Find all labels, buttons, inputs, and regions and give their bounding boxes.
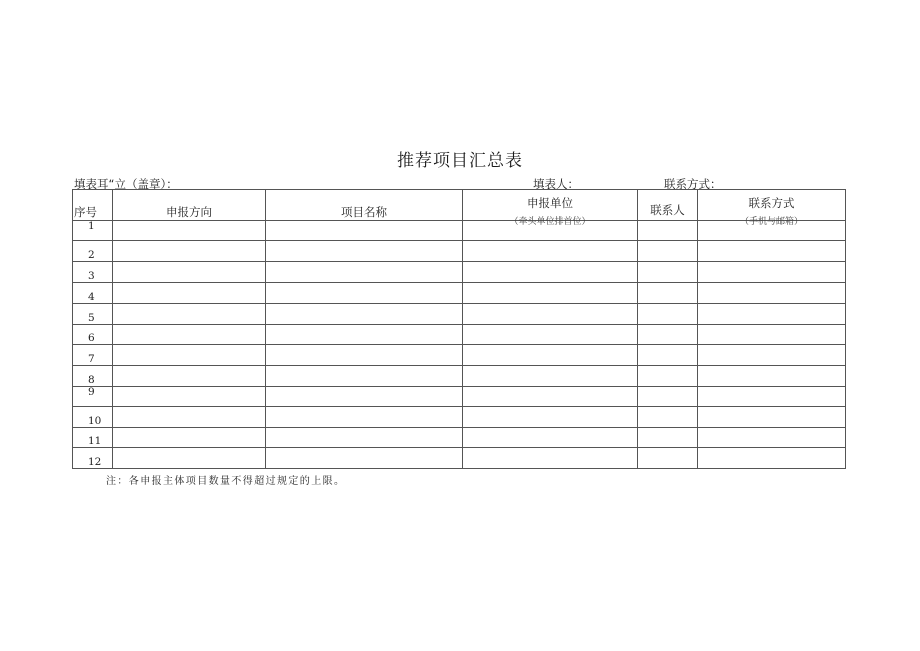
table-row xyxy=(73,448,846,469)
project-name-cell xyxy=(266,448,463,469)
row-number: 3 xyxy=(73,262,113,283)
contact-cell xyxy=(698,304,846,325)
contact-person-cell xyxy=(638,407,698,428)
row-number: 6 xyxy=(73,325,113,345)
contact-person-cell xyxy=(638,428,698,448)
unit-label: 填表耳“立（盖章）： xyxy=(74,177,178,191)
contact-cell xyxy=(698,241,846,262)
contact-cell xyxy=(698,387,846,407)
row-number: 12 xyxy=(73,448,113,469)
contact-person-cell xyxy=(638,221,698,241)
document-title: 推荐项目汇总表 xyxy=(397,151,523,171)
contact-cell xyxy=(698,428,846,448)
row-number: 1 xyxy=(73,221,113,241)
filler-label: 填表人： xyxy=(533,177,579,191)
table-row xyxy=(73,407,846,428)
table-row xyxy=(73,262,846,283)
header-contact: 联系方式 （手机与邮箱） xyxy=(698,190,846,221)
direction-cell xyxy=(113,241,266,262)
row-number: 7 xyxy=(73,345,113,366)
direction-cell xyxy=(113,448,266,469)
contact-person-cell xyxy=(638,325,698,345)
project-name-cell xyxy=(266,241,463,262)
row-number: 4 xyxy=(73,283,113,304)
contact-person-cell xyxy=(638,241,698,262)
contact-person-cell xyxy=(638,262,698,283)
unit-cell xyxy=(463,366,638,387)
contact-person-cell xyxy=(638,448,698,469)
direction-cell xyxy=(113,366,266,387)
project-name-cell xyxy=(266,387,463,407)
table-row xyxy=(73,387,846,407)
table-row xyxy=(73,428,846,448)
contact-cell xyxy=(698,262,846,283)
unit-cell xyxy=(463,448,638,469)
contact-cell xyxy=(698,325,846,345)
project-name-cell xyxy=(266,325,463,345)
unit-cell xyxy=(463,325,638,345)
direction-cell xyxy=(113,428,266,448)
unit-cell xyxy=(463,241,638,262)
direction-cell xyxy=(113,283,266,304)
contact-person-cell xyxy=(638,366,698,387)
table-row xyxy=(73,345,846,366)
header-contact-sub: （手机与邮箱） xyxy=(739,217,803,227)
direction-cell xyxy=(113,345,266,366)
contact-cell xyxy=(698,283,846,304)
direction-cell xyxy=(113,221,266,241)
direction-cell xyxy=(113,262,266,283)
unit-cell xyxy=(463,407,638,428)
project-name-cell xyxy=(266,262,463,283)
table-row xyxy=(73,304,846,325)
table-row xyxy=(73,241,846,262)
summary-table xyxy=(72,189,846,469)
project-name-cell xyxy=(266,366,463,387)
unit-cell xyxy=(463,345,638,366)
contact-person-cell xyxy=(638,283,698,304)
project-name-cell xyxy=(266,304,463,325)
project-name-cell xyxy=(266,407,463,428)
contact-label: 联系方式： xyxy=(664,177,722,191)
header-contact-person: 联系人 xyxy=(638,190,698,221)
header-unit-sub: （牵头单位排首位） xyxy=(509,217,591,227)
contact-cell xyxy=(698,448,846,469)
row-number: 8 xyxy=(73,366,113,387)
direction-cell xyxy=(113,387,266,407)
row-number: 11 xyxy=(73,428,113,448)
table-header-row xyxy=(73,190,846,221)
table-row xyxy=(73,366,846,387)
contact-person-cell xyxy=(638,345,698,366)
contact-person-cell xyxy=(638,387,698,407)
contact-cell xyxy=(698,407,846,428)
unit-cell xyxy=(463,283,638,304)
direction-cell xyxy=(113,325,266,345)
row-number: 2 xyxy=(73,241,113,262)
contact-person-cell xyxy=(638,304,698,325)
project-name-cell xyxy=(266,428,463,448)
project-name-cell xyxy=(266,345,463,366)
footnote: 注：各申报主体项目数量不得超过规定的上限。 xyxy=(106,476,346,487)
unit-cell xyxy=(463,262,638,283)
row-number: 5 xyxy=(73,304,113,325)
header-seq: 序号 xyxy=(73,190,113,221)
project-name-cell xyxy=(266,283,463,304)
row-number: 9 xyxy=(73,387,113,407)
table-row xyxy=(73,325,846,345)
unit-cell xyxy=(463,428,638,448)
contact-cell xyxy=(698,345,846,366)
header-project-name: 项目名称 xyxy=(266,190,463,221)
project-name-cell xyxy=(266,221,463,241)
unit-cell xyxy=(463,304,638,325)
direction-cell xyxy=(113,304,266,325)
header-direction: 申报方向 xyxy=(113,190,266,221)
contact-cell xyxy=(698,366,846,387)
unit-cell xyxy=(463,387,638,407)
header-unit: 申报单位 （牵头单位排首位） xyxy=(463,190,638,221)
table-row xyxy=(73,283,846,304)
row-number: 10 xyxy=(73,407,113,428)
direction-cell xyxy=(113,407,266,428)
